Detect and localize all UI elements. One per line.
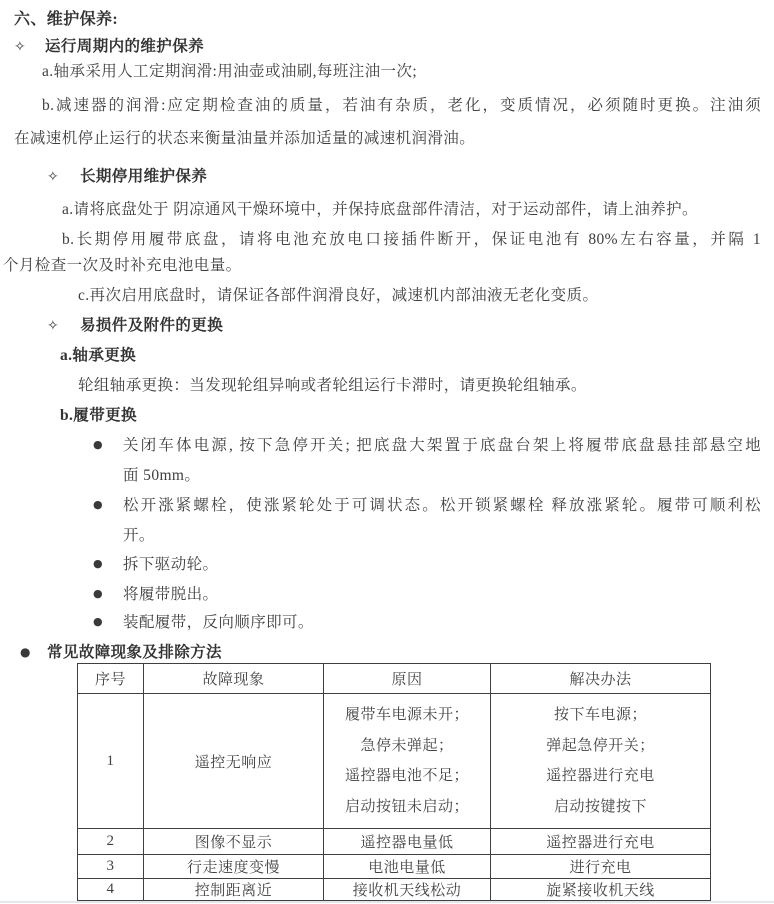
col-header-no: 序号 <box>78 664 144 694</box>
subsub-title-bearing: a.轴承更换 <box>60 347 137 364</box>
col-header-solution: 解决办法 <box>491 664 711 694</box>
paragraph-storage-a: a.请将底盘处于 阴凉通风干燥环境中，并保持底盘部件清洁，对于运动部件，请上油养护。 <box>62 201 698 218</box>
cause-line: 启动按钮未启动； <box>344 798 469 815</box>
step-3: 拆下驱动轮。 <box>123 556 219 573</box>
cell-no: 4 <box>78 879 144 901</box>
cell-no: 3 <box>78 855 144 879</box>
solution-line: 启动按键按下 <box>553 798 647 815</box>
cell-cause: 电池电量低 <box>324 855 491 879</box>
cell-phenomenon: 行走速度变慢 <box>144 855 324 879</box>
list-bullet-icon: ● <box>93 557 103 570</box>
paragraph-cycle-b-line2: 在减速机停止运行的状态来衡量油量并添加适量的减速机润滑油。 <box>14 130 476 147</box>
diamond-bullet-icon: ✧ <box>47 318 59 334</box>
cell-causes <box>324 694 491 829</box>
table-row <box>78 694 711 829</box>
cause-line: 遥控器电池不足； <box>344 768 469 785</box>
subsection-title-faults: 常见故障现象及排除方法 <box>47 644 222 661</box>
subsection-title-replace: 易损件及附件的更换 <box>80 317 224 334</box>
cell-phenomenon: 控制距离近 <box>144 879 324 901</box>
table-row <box>78 829 711 855</box>
cell-solution: 进行充电 <box>491 855 711 879</box>
paragraph-cycle-a: a.轴承采用人工定期润滑:用油壶或油刷,每班注油一次; <box>42 63 418 80</box>
cell-no: 1 <box>78 694 144 829</box>
col-header-cause: 原因 <box>324 664 491 694</box>
table-row <box>78 855 711 879</box>
step-4: 将履带脱出。 <box>123 586 219 603</box>
diamond-bullet-icon: ✧ <box>47 169 59 185</box>
solution-line: 按下车电源； <box>553 707 647 724</box>
solution-line: 弹起急停开关； <box>546 737 655 754</box>
paragraph-storage-c: c.再次启用底盘时，请保证各部件润滑良好，减速机内部油液无老化变质。 <box>78 287 599 304</box>
cell-phenomenon: 遥控无响应 <box>144 694 324 829</box>
paragraph-storage-b-line2: 个月检查一次及时补充电池电量。 <box>3 257 242 274</box>
paragraph-cycle-b-line1: b.减速器的润滑:应定期检查油的质量，若油有杂质，老化，变质情况，必须随时更换。注油须 <box>42 97 761 114</box>
step-1-line2: 面 50mm。 <box>123 467 201 484</box>
step-1-line1: 关闭车体电源, 按下急停开关; 把底盘大架置于底盘台架上将履带底盘悬挂部悬空地 <box>123 437 761 454</box>
list-bullet-icon: ● <box>93 615 103 628</box>
cell-solution: 旋紧接收机天线 <box>491 879 711 901</box>
cell-phenomenon: 图像不显示 <box>144 829 324 855</box>
diamond-bullet-icon: ✧ <box>14 39 26 55</box>
cell-solutions <box>491 694 711 829</box>
list-bullet-icon: ● <box>93 438 103 451</box>
page-bottom-edge <box>0 901 774 903</box>
section-bullet-icon: ● <box>20 645 31 659</box>
subsection-title-cycle: 运行周期内的维护保养 <box>45 38 205 55</box>
step-2-line1: 松开涨紧螺栓，使涨紧轮处于可调状态。松开锁紧螺栓 释放涨紧轮。履带可顺利松 <box>123 497 761 514</box>
fault-table <box>77 663 711 901</box>
subsub-title-track: b.履带更换 <box>60 407 137 424</box>
cause-line: 履带车电源未开； <box>344 707 469 724</box>
table-header-row <box>78 664 711 694</box>
cell-no: 2 <box>78 829 144 855</box>
solution-line: 遥控器进行充电 <box>546 768 655 785</box>
subsection-title-storage: 长期停用维护保养 <box>80 168 208 185</box>
col-header-phenomenon: 故障现象 <box>144 664 324 694</box>
section-heading: 六、维护保养: <box>14 11 119 28</box>
paragraph-storage-b-line1: b.长期停用履带底盘，请将电池充放电口接插件断开，保证电池有 80%左右容量，并隔 1 <box>62 231 761 248</box>
step-2-line2: 开。 <box>123 527 155 544</box>
cell-solution: 遥控器进行充电 <box>491 829 711 855</box>
cell-cause: 遥控器电量低 <box>324 829 491 855</box>
cause-line: 急停未弹起； <box>360 737 454 754</box>
table-row <box>78 879 711 901</box>
cell-cause: 接收机天线松动 <box>324 879 491 901</box>
list-bullet-icon: ● <box>93 498 103 511</box>
paragraph-bearing-body: 轮组轴承更换：当发现轮组异响或者轮组运行卡滞时，请更换轮组轴承。 <box>78 377 587 394</box>
step-5: 装配履带，反向顺序即可。 <box>123 614 314 631</box>
list-bullet-icon: ● <box>93 587 103 600</box>
